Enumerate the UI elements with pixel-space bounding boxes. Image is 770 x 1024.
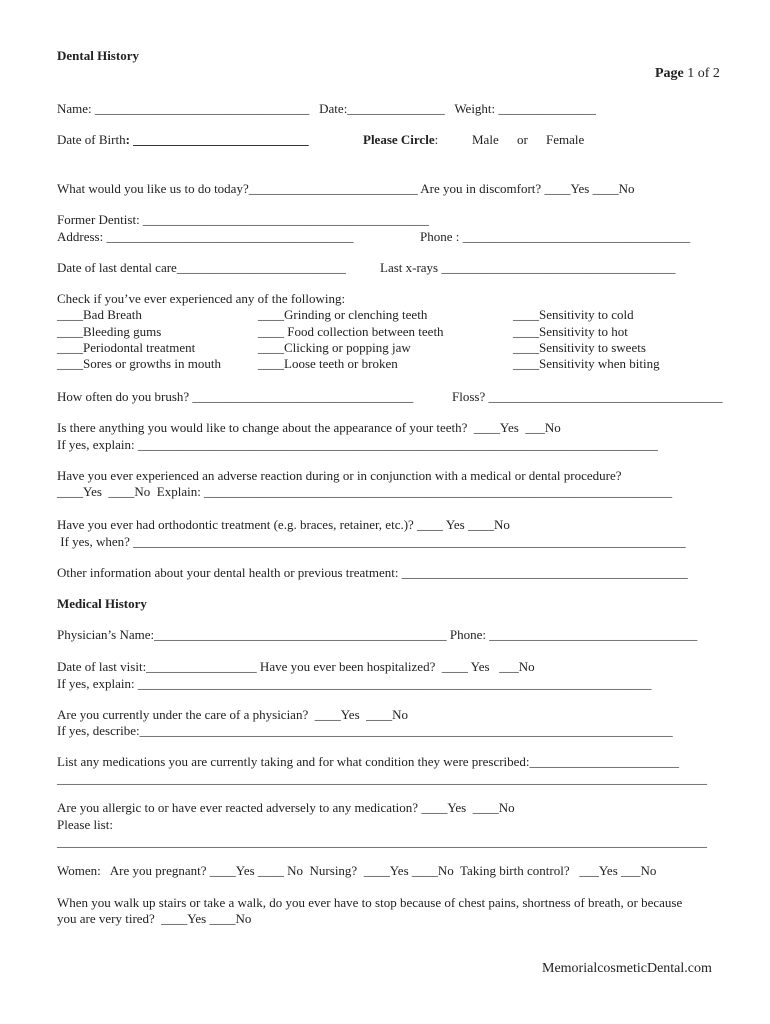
gender-male: Male — [472, 132, 499, 147]
former-dentist-line: Former Dentist: ____________________________________________ — [57, 212, 429, 227]
floss-line: Floss? ____________________________________ — [452, 389, 723, 404]
brush-line: How often do you brush? __________________________________ — [57, 389, 414, 404]
hospital-explain-line: If yes, explain: _______________________________________________________________________________ — [57, 676, 652, 691]
physician-line: Physician’s Name:_____________________________________________ Phone: ________________________________ — [57, 627, 698, 642]
checklist-item: ____Clicking or popping jaw — [258, 340, 411, 355]
checklist-item: ____Bleeding gums — [57, 324, 162, 339]
checklist-item: ____Sensitivity to cold — [513, 307, 634, 322]
appearance-explain-line: If yes, explain: ________________________________________________________________________________ — [57, 437, 658, 452]
last-care-line: Date of last dental care__________________________ — [57, 260, 346, 275]
checklist-item: ____ Food collection between teeth — [258, 324, 444, 339]
checklist-intro: Check if you’ve ever experienced any of the following: — [57, 291, 346, 306]
gender-line — [363, 132, 438, 148]
stairs-line-2: you are very tired? ____Yes ____No — [57, 911, 252, 926]
medications-blank: ____________________________________________________________________________________________________ — [57, 771, 707, 786]
medications-line: List any medications you are currently taking and for what condition they were prescribed:_______________________ — [57, 754, 680, 769]
please-list-blank: ____________________________________________________________________________________________________ — [57, 834, 707, 849]
checklist-item: ____Sensitivity to sweets — [513, 340, 646, 355]
checklist-item: ____Sensitivity when biting — [513, 356, 660, 371]
medical-history-heading: Medical History — [57, 596, 147, 611]
last-xrays-line: Last x-rays ____________________________________ — [380, 260, 676, 275]
what-today-line: What would you like us to do today?__________________________ Are you in discomfort? ____Yes ____No — [57, 181, 635, 196]
checklist-item: ____Loose teeth or broken — [258, 356, 398, 371]
page-label: Page — [655, 66, 684, 81]
name-date-weight-line: Name: _________________________________ Date:_______________ Weight: _______________ — [57, 101, 596, 116]
page-indicator — [655, 66, 720, 82]
footer-website: MemorialcosmeticDental.com — [542, 961, 712, 976]
care-describe-line: If yes, describe:__________________________________________________________________________________ — [57, 723, 673, 738]
checklist-item: ____Grinding or clenching teeth — [258, 307, 428, 322]
last-visit-line: Date of last visit:_________________ Have you ever been hospitalized? ____ Yes ___No — [57, 659, 535, 674]
stairs-line: When you walk up stairs or take a walk, do you ever have to stop because of chest pains, shortness of breath, or because — [57, 895, 683, 910]
phone-line: Phone : ___________________________________ — [420, 229, 691, 244]
ortho-line: Have you ever had orthodontic treatment (e.g. braces, retainer, etc.)? ____ Yes ____No — [57, 517, 510, 532]
please-circle-label: Please Circle — [363, 132, 435, 147]
adverse-reaction-line: Have you ever experienced an adverse reaction during or in conjunction with a medical or dental procedure? — [57, 468, 622, 483]
address-line: Address: ______________________________________ — [57, 229, 354, 244]
dob-label: Date of Birth — [57, 132, 126, 147]
form-title: Dental History — [57, 48, 139, 63]
page-value: 1 of 2 — [687, 66, 720, 81]
gender-or: or — [517, 132, 528, 147]
allergic-line: Are you allergic to or have ever reacted adversely to any medication? ____Yes ____No — [57, 800, 515, 815]
dob-field: : ___________________________ — [125, 132, 309, 147]
checklist-item: ____Bad Breath — [57, 307, 142, 322]
please-circle-colon: : — [434, 132, 439, 147]
other-info-line: Other information about your dental health or previous treatment: ____________________________________________ — [57, 565, 688, 580]
ortho-when-line: If yes, when? _____________________________________________________________________________________ — [57, 534, 686, 549]
checklist-item: ____Sores or growths in mouth — [57, 356, 221, 371]
dob-line — [57, 132, 309, 148]
please-list-label: Please list: — [57, 817, 113, 832]
gender-female: Female — [546, 132, 585, 147]
appearance-line: Is there anything you would like to change about the appearance of your teeth? ____Yes ___No — [57, 420, 561, 435]
adverse-answer-line: ____Yes ____No Explain: ________________________________________________________________________ — [57, 484, 673, 499]
checklist-item: ____Periodontal treatment — [57, 340, 196, 355]
women-line: Women: Are you pregnant? ____Yes ____ No Nursing? ____Yes ____No Taking birth control? ___Yes ___No — [57, 863, 657, 878]
care-physician-line: Are you currently under the care of a physician? ____Yes ____No — [57, 707, 409, 722]
checklist-item: ____Sensitivity to hot — [513, 324, 628, 339]
